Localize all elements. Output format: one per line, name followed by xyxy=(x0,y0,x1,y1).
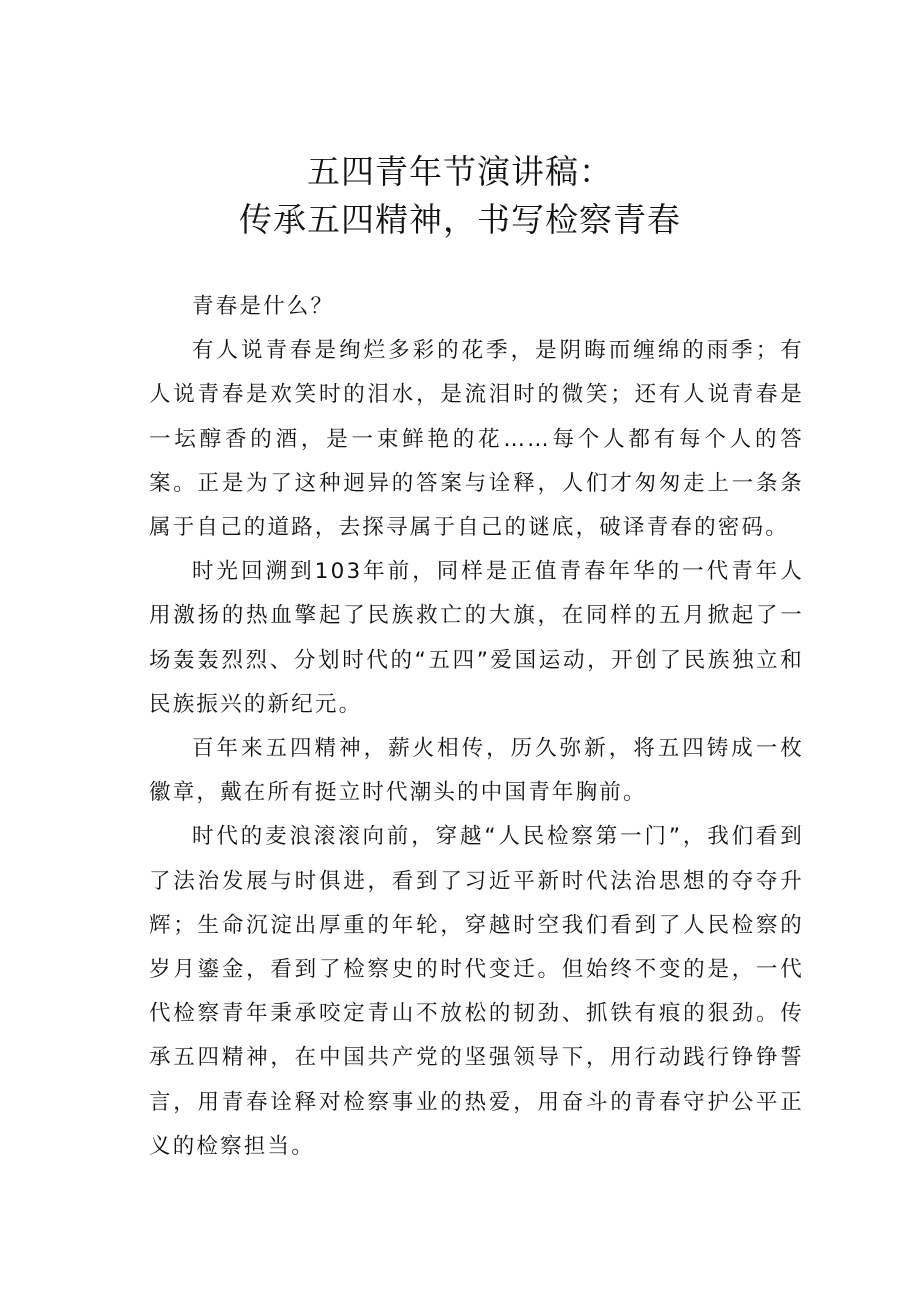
paragraph-4: 百年来五四精神，薪火相传，历久弥新，将五四铸成一枚徽章，戴在所有挺立时代潮头的中国青年胸前。 xyxy=(149,736,804,806)
document-body xyxy=(149,285,804,1169)
title-line-2: 传承五四精神，书写检察青春 xyxy=(239,200,681,239)
paragraph-2: 有人说青春是绚烂多彩的花季，是阴晦而缠绵的雨季；有人说青春是欢笑时的泪水，是流泪时的微笑；还有人说青春是一坛醇香的酒，是一束鲜艳的花……每个人都有每个人的答案。正是为了这种迥异的答案与诠释，人们才匆匆走上一条条属于自己的道路，去探寻属于自己的谜底，破译青春的密码。 xyxy=(149,338,804,541)
paragraph-1: 青春是什么？ xyxy=(192,294,335,319)
paragraph-3: 时光回溯到103年前，同样是正值青春年华的一代青年人用激扬的热血擎起了民族救亡的大旗，在同样的五月掀起了一场轰轰烈烈、分划时代的“五四”爱国运动，开创了民族独立和民族振兴的新纪元。 xyxy=(149,559,804,717)
paragraph-5: 时代的麦浪滚滚向前，穿越“人民检察第一门”，我们看到了法治发展与时俱进，看到了习近平新时代法治思想的夺夺升辉；生命沉淀出厚重的年轮，穿越时空我们看到了人民检察的岁月鎏金，看到了检察史的时代变迁。但始终不变的是，一代代检察青年秉承咬定青山不放松的韧劲、抓铁有痕的狠劲。传承五四精神，在中国共产党的坚强领导下，用行动践行铮铮誓言，用青春诠释对检察事业的热爱，用奋斗的青春守护公平正义的检察担当。 xyxy=(149,824,804,1159)
title-line-1: 五四青年节演讲稿： xyxy=(307,152,613,191)
document-title xyxy=(100,148,820,244)
